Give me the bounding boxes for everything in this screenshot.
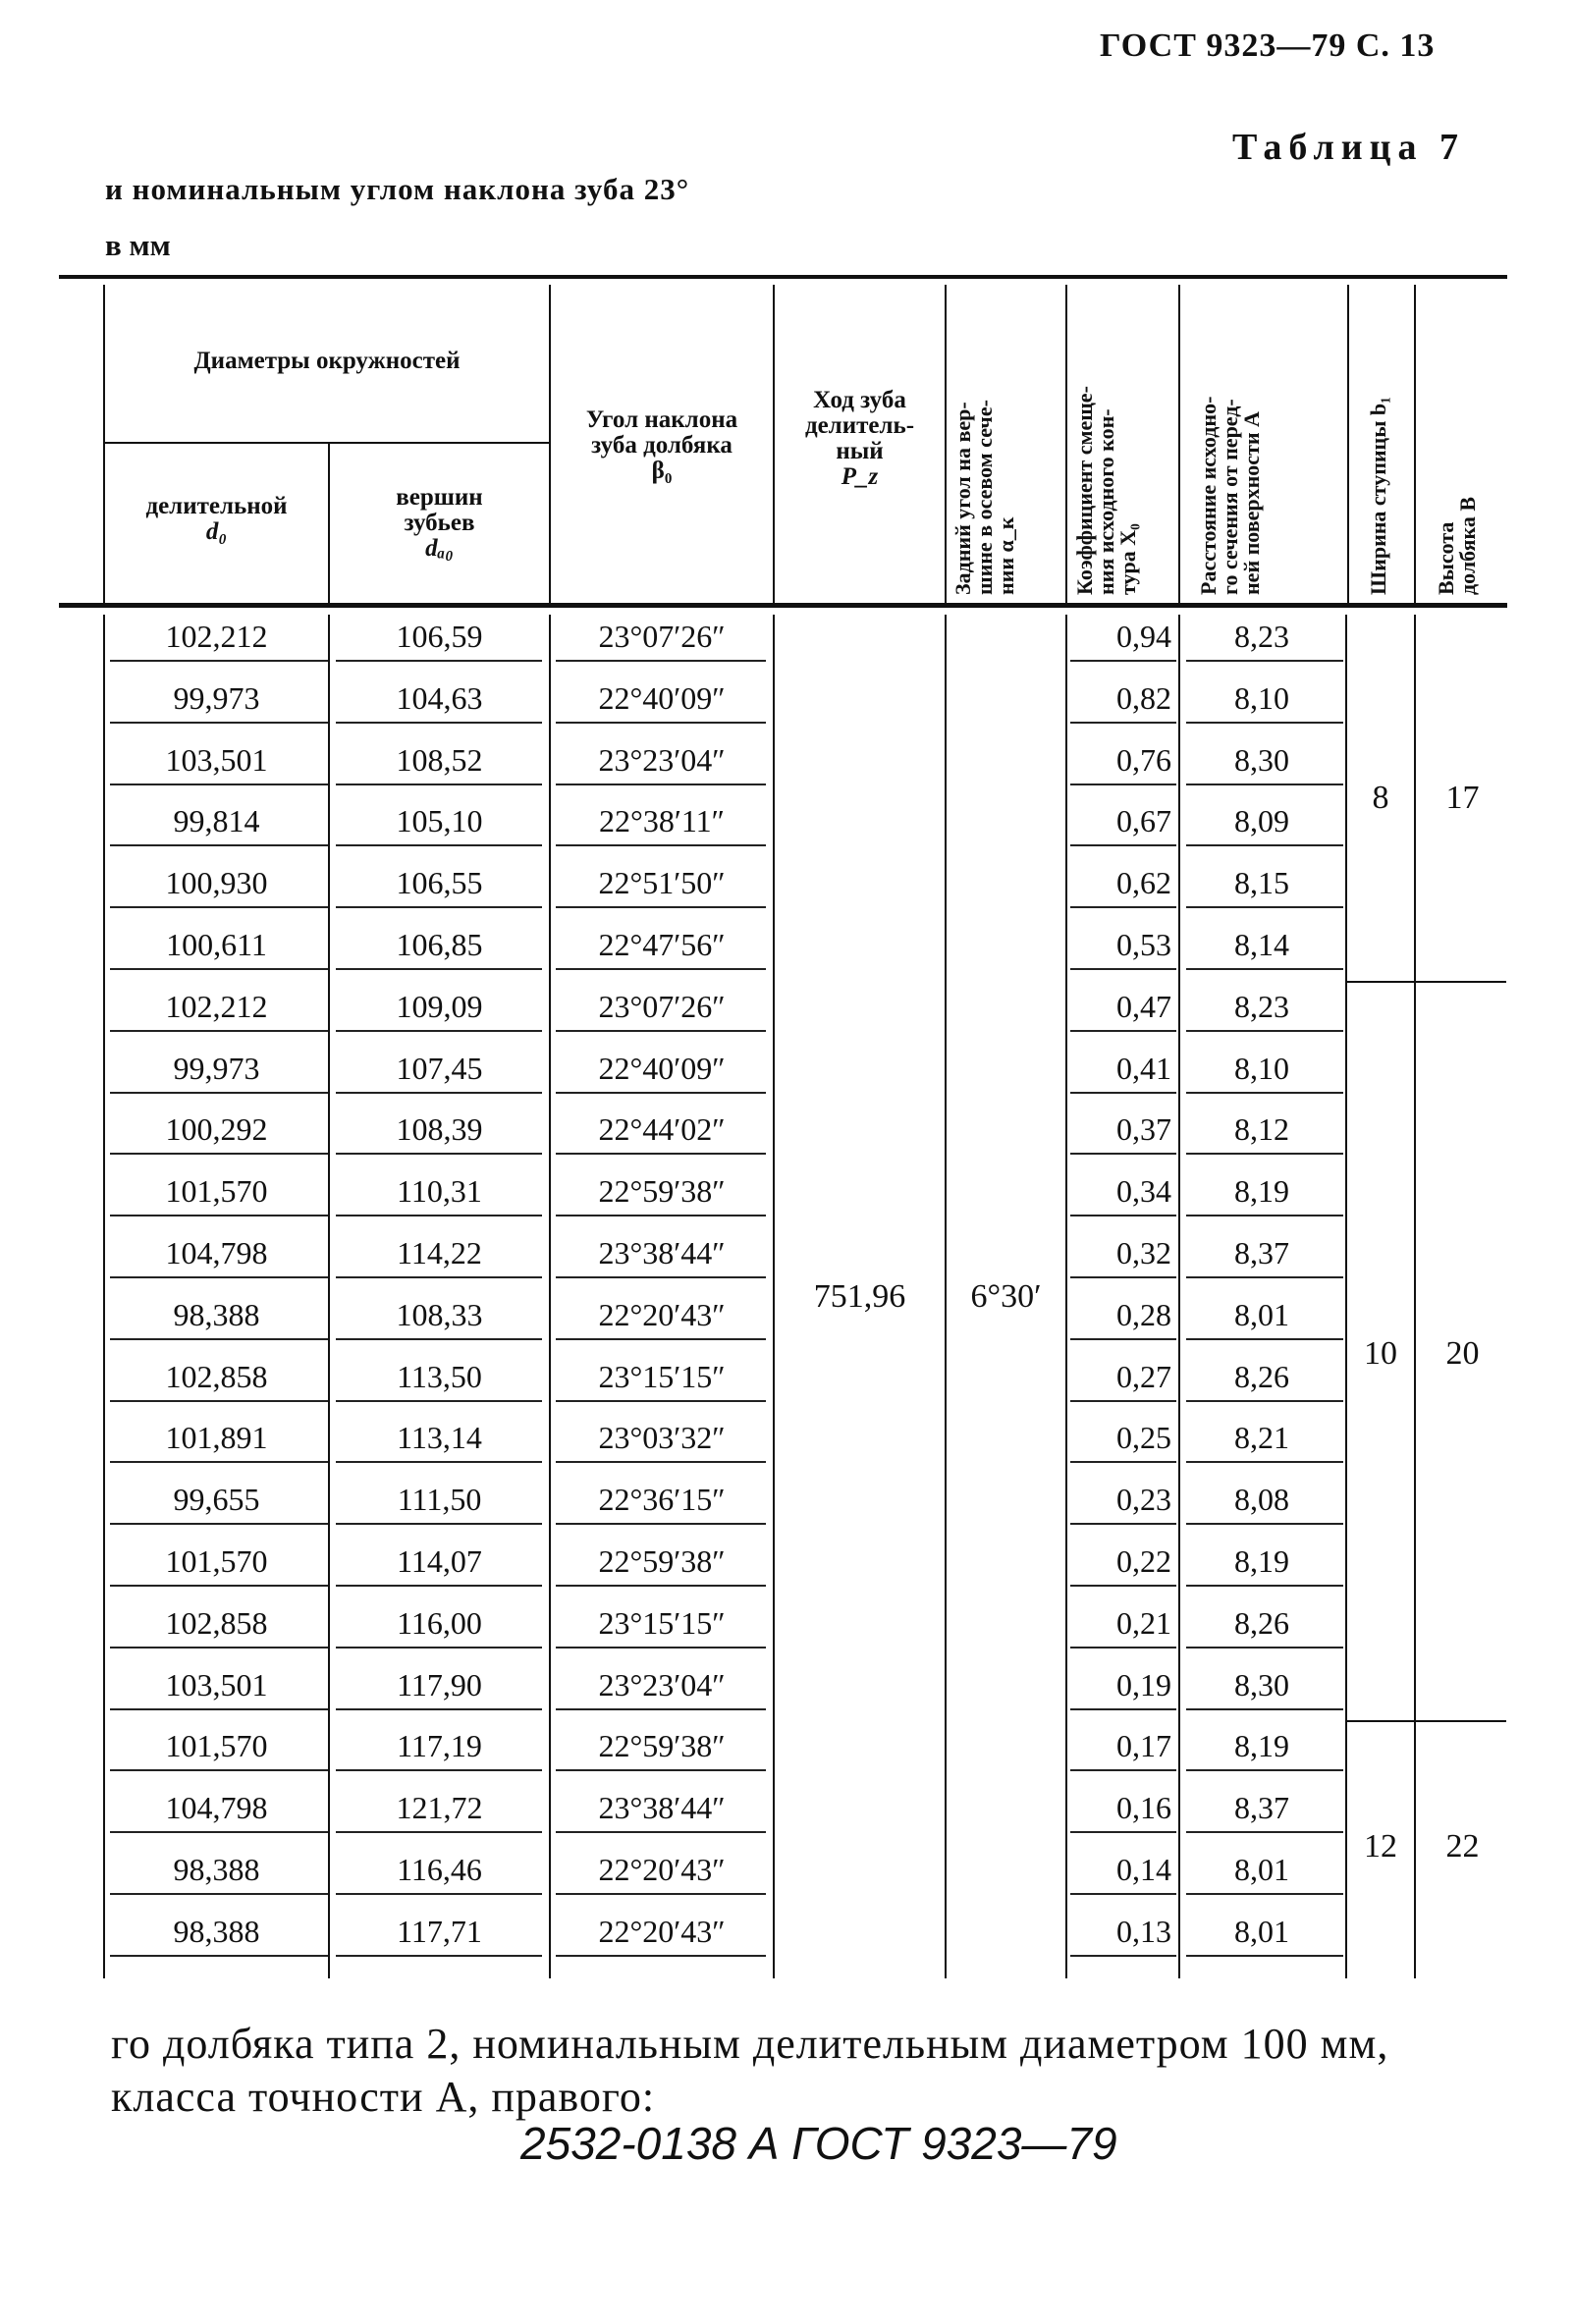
row-underline	[336, 1831, 542, 1833]
row-underline	[556, 1647, 766, 1648]
row-underline	[1186, 1153, 1343, 1155]
row-underline	[1070, 1215, 1176, 1216]
row-underline	[1186, 1955, 1343, 1957]
body-border-4	[945, 615, 947, 1978]
cell-distance: 8,01	[1234, 1913, 1289, 1949]
cell-tip-diameter: 113,14	[397, 1420, 482, 1456]
row-underline	[110, 1769, 328, 1771]
row-underline	[556, 1831, 766, 1833]
cell-pitch-diameter: 99,814	[173, 803, 260, 839]
cell-helix-angle: 23°15′15″	[598, 1604, 726, 1641]
row-underline	[336, 784, 542, 785]
row-underline	[1070, 1153, 1176, 1155]
row-underline	[1186, 1647, 1343, 1648]
row-underline	[1070, 1400, 1176, 1402]
row-underline	[556, 722, 766, 724]
row-underline	[1186, 1461, 1343, 1463]
table-caption-units: в мм	[105, 228, 171, 262]
cell-pitch-diameter: 103,501	[165, 741, 268, 778]
body-text-line2: класса точности А, правого:	[111, 2073, 656, 2121]
header-distance-line1: Расстояние исходно-	[1196, 396, 1221, 595]
row-underline	[556, 1523, 766, 1525]
row-underline	[110, 968, 328, 970]
cell-distance: 8,01	[1234, 1852, 1289, 1887]
row-underline	[110, 1276, 328, 1278]
row-underline	[336, 1647, 542, 1648]
cell-shift-coefficient: 0,21	[1116, 1604, 1171, 1641]
row-underline	[1070, 1461, 1176, 1463]
row-underline	[1070, 844, 1176, 846]
cell-helix-angle: 23°07′26″	[598, 619, 726, 654]
row-underline	[1070, 906, 1176, 908]
row-underline	[1186, 1092, 1343, 1094]
cell-hub-width: 12	[1364, 1828, 1397, 1865]
product-designation: 2532-0138 А ГОСТ 9323—79	[520, 2118, 1117, 2169]
header-tip-diameter-label2: зубьев	[404, 510, 475, 536]
cell-pitch-diameter: 101,570	[165, 1543, 268, 1579]
cell-shift-coefficient: 0,32	[1116, 1235, 1171, 1270]
row-underline	[336, 1585, 542, 1587]
row-underline	[556, 1215, 766, 1216]
row-underline	[1186, 844, 1343, 846]
cell-tip-diameter: 114,07	[397, 1543, 482, 1579]
body-border-6	[1178, 615, 1180, 1978]
cell-pitch-diameter: 98,388	[173, 1852, 260, 1887]
cell-pitch-diameter: 99,655	[173, 1482, 260, 1518]
row-underline	[1070, 1831, 1176, 1833]
header-lead-label2: делитель-	[804, 412, 915, 439]
row-underline	[1186, 1585, 1343, 1587]
row-underline	[110, 1893, 328, 1895]
cell-tip-diameter: 105,10	[396, 803, 483, 839]
body-border-2	[549, 615, 551, 1978]
row-underline	[1186, 722, 1343, 724]
row-underline	[336, 722, 542, 724]
row-underline	[556, 1893, 766, 1895]
row-underline	[110, 906, 328, 908]
row-underline	[1186, 1030, 1343, 1032]
row-underline	[336, 1400, 542, 1402]
cell-shift-coefficient: 0,76	[1116, 741, 1171, 778]
cell-rear-angle-value: 6°30′	[970, 1278, 1042, 1315]
row-underline	[556, 844, 766, 846]
row-underline	[336, 1708, 542, 1710]
cell-distance: 8,37	[1234, 1790, 1289, 1826]
row-underline	[110, 1215, 328, 1216]
row-underline	[1070, 660, 1176, 662]
header-lead-symbol: P_z	[841, 463, 879, 490]
cell-shift-coefficient: 0,82	[1116, 679, 1171, 716]
group-header-divider	[105, 442, 549, 444]
row-underline	[1070, 1769, 1176, 1771]
row-underline	[1070, 1585, 1176, 1587]
cell-helix-angle: 22°59′38″	[598, 1173, 726, 1210]
header-tip-diameter-label: вершин	[396, 484, 483, 511]
row-underline	[1186, 1708, 1343, 1710]
row-underline	[110, 1708, 328, 1710]
cell-pitch-diameter: 103,501	[165, 1666, 268, 1702]
cell-shift-coefficient: 0,23	[1116, 1482, 1171, 1518]
cell-tip-diameter: 116,00	[397, 1604, 482, 1641]
row-underline	[336, 1893, 542, 1895]
cell-pitch-diameter: 101,570	[165, 1173, 268, 1210]
body-border-3	[773, 615, 775, 1978]
row-underline	[1070, 1955, 1176, 1957]
cell-helix-angle: 23°38′44″	[598, 1790, 726, 1826]
row-underline	[1070, 1030, 1176, 1032]
cell-tip-diameter: 111,50	[397, 1482, 482, 1518]
col-border-0	[103, 285, 105, 607]
row-underline	[1070, 1338, 1176, 1340]
row-underline	[556, 1461, 766, 1463]
row-underline	[110, 1955, 328, 1957]
cell-tip-diameter: 117,90	[397, 1666, 482, 1702]
row-underline	[110, 1030, 328, 1032]
row-underline	[1186, 1769, 1343, 1771]
cell-shift-coefficient: 0,17	[1116, 1728, 1171, 1764]
cell-shift-coefficient: 0,34	[1116, 1173, 1171, 1210]
row-underline	[1186, 968, 1343, 970]
cell-distance: 8,19	[1234, 1173, 1289, 1210]
row-underline	[110, 1338, 328, 1340]
cell-helix-angle: 23°03′32″	[598, 1420, 726, 1456]
header-shift-line3: тура X₀	[1115, 523, 1140, 595]
cell-shift-coefficient: 0,19	[1116, 1666, 1171, 1702]
row-underline	[336, 1338, 542, 1340]
header-rear-angle-line2: шине в осевом сече-	[972, 400, 997, 595]
header-hub-width-label: Ширина ступицы b₁	[1366, 397, 1390, 595]
row-underline	[336, 906, 542, 908]
row-underline	[1186, 1893, 1343, 1895]
row-underline	[556, 968, 766, 970]
cell-shift-coefficient: 0,16	[1116, 1790, 1171, 1826]
cell-tip-diameter: 107,45	[396, 1050, 483, 1086]
cell-shift-coefficient: 0,37	[1116, 1111, 1171, 1148]
row-underline	[556, 1585, 766, 1587]
row-underline	[336, 1030, 542, 1032]
cell-pitch-diameter: 102,212	[165, 619, 268, 654]
row-underline	[110, 1092, 328, 1094]
cell-hub-width: 8	[1372, 780, 1389, 817]
row-underline	[336, 1276, 542, 1278]
cell-distance: 8,21	[1234, 1420, 1289, 1456]
table-label: Таблица 7	[1232, 127, 1466, 168]
row-underline	[1070, 968, 1176, 970]
cell-tip-diameter: 117,19	[397, 1728, 482, 1764]
cell-helix-angle: 22°20′43″	[598, 1852, 726, 1887]
cell-distance: 8,30	[1234, 741, 1289, 778]
cell-distance: 8,15	[1234, 865, 1289, 901]
cell-tip-diameter: 117,71	[397, 1913, 482, 1949]
cell-shift-coefficient: 0,94	[1116, 619, 1171, 654]
header-pitch-diameter-symbol: d₀	[205, 518, 228, 545]
cell-pitch-diameter: 100,930	[165, 865, 268, 901]
table-caption-line1: и номинальным углом наклона зуба 23°	[105, 172, 690, 206]
cell-shift-coefficient: 0,22	[1116, 1543, 1171, 1579]
col-border-5	[1065, 285, 1067, 607]
cell-distance: 8,23	[1234, 988, 1289, 1024]
col-border-4	[945, 285, 947, 607]
group-separator	[1416, 1720, 1506, 1722]
cell-helix-angle: 22°20′43″	[598, 1913, 726, 1949]
row-underline	[556, 784, 766, 785]
cell-helix-angle: 23°23′04″	[598, 741, 726, 778]
body-text-line1: го долбяка типа 2, номинальным делительным диаметром 100 мм,	[111, 2020, 1389, 2068]
cell-helix-angle: 22°20′43″	[598, 1296, 726, 1332]
row-underline	[556, 1400, 766, 1402]
row-underline	[1186, 1831, 1343, 1833]
cell-cutter-height: 20	[1445, 1334, 1480, 1372]
cell-distance: 8,23	[1234, 619, 1289, 654]
cell-pitch-diameter: 98,388	[173, 1296, 260, 1332]
cell-cutter-height: 22	[1445, 1828, 1480, 1865]
col-border-7	[1347, 285, 1349, 607]
row-underline	[336, 660, 542, 662]
row-underline	[556, 1338, 766, 1340]
cell-helix-angle: 22°40′09″	[598, 679, 726, 716]
cell-shift-coefficient: 0,28	[1116, 1296, 1171, 1332]
cell-helix-angle: 23°23′04″	[598, 1666, 726, 1702]
cell-pitch-diameter: 101,570	[165, 1728, 268, 1764]
col-border-8	[1414, 285, 1416, 607]
header-pitch-diameter-label: делительной	[145, 493, 288, 519]
row-underline	[1070, 1523, 1176, 1525]
cell-pitch-diameter: 100,292	[165, 1111, 268, 1148]
row-underline	[556, 1769, 766, 1771]
row-underline	[110, 1647, 328, 1648]
header-helix-angle-symbol: β₀	[651, 458, 673, 484]
cell-shift-coefficient: 0,41	[1116, 1050, 1171, 1086]
row-underline	[1186, 1276, 1343, 1278]
row-underline	[110, 784, 328, 785]
group-separator	[1347, 981, 1414, 983]
row-underline	[336, 968, 542, 970]
cell-tip-diameter: 116,46	[397, 1852, 482, 1887]
row-underline	[336, 1461, 542, 1463]
cell-distance: 8,09	[1234, 803, 1289, 839]
cell-pitch-diameter: 104,798	[165, 1790, 268, 1826]
row-underline	[1186, 1400, 1343, 1402]
cell-helix-angle: 23°38′44″	[598, 1235, 726, 1270]
header-distance-line3: ней поверхности A	[1239, 411, 1264, 595]
cell-pitch-diameter: 99,973	[173, 679, 260, 716]
cell-helix-angle: 23°15′15″	[598, 1358, 726, 1394]
table-top-rule	[59, 275, 1507, 279]
cell-hub-width: 10	[1364, 1334, 1397, 1372]
row-underline	[556, 660, 766, 662]
row-underline	[1186, 1338, 1343, 1340]
header-helix-angle-label: Угол наклона	[585, 406, 738, 433]
cell-distance: 8,30	[1234, 1666, 1289, 1702]
header-rear-angle-line1: Задний угол на вер-	[950, 402, 975, 595]
row-underline	[110, 1831, 328, 1833]
row-underline	[1070, 1893, 1176, 1895]
cell-pitch-diameter: 100,611	[166, 927, 267, 962]
cell-helix-angle: 22°59′38″	[598, 1728, 726, 1764]
cell-distance: 8,01	[1234, 1296, 1289, 1332]
cell-helix-angle: 22°44′02″	[598, 1111, 726, 1148]
row-underline	[1186, 1215, 1343, 1216]
cell-helix-angle: 22°38′11″	[599, 803, 725, 839]
cell-distance: 8,19	[1234, 1543, 1289, 1579]
row-underline	[110, 1400, 328, 1402]
row-underline	[336, 1955, 542, 1957]
cell-cutter-height: 17	[1445, 780, 1480, 817]
group-separator	[1347, 1720, 1414, 1722]
row-underline	[1070, 1092, 1176, 1094]
row-underline	[110, 660, 328, 662]
cell-helix-angle: 22°51′50″	[598, 865, 726, 901]
cell-helix-angle: 22°40′09″	[598, 1050, 726, 1086]
cell-tip-diameter: 109,09	[396, 988, 483, 1024]
header-cutter-height-label: Высота долбяка B	[1434, 496, 1480, 595]
cell-tip-diameter: 110,31	[397, 1173, 482, 1210]
row-underline	[556, 1030, 766, 1032]
header-diameters-group: Диаметры окружностей	[193, 348, 461, 374]
header-shift-line2: ния исходного кон-	[1094, 408, 1118, 595]
cell-shift-coefficient: 0,53	[1116, 927, 1171, 962]
row-underline	[1186, 784, 1343, 785]
cell-pitch-diameter: 98,388	[173, 1913, 260, 1949]
cell-shift-coefficient: 0,47	[1116, 988, 1171, 1024]
row-underline	[336, 844, 542, 846]
cell-pitch-diameter: 101,891	[165, 1420, 268, 1456]
row-underline	[1186, 660, 1343, 662]
header-lead	[775, 388, 945, 490]
cell-pitch-diameter: 102,212	[165, 988, 268, 1024]
header-tip-diameter-symbol: dₐ₀	[425, 535, 454, 562]
row-underline	[336, 1769, 542, 1771]
cell-pitch-diameter: 99,973	[173, 1050, 260, 1086]
cell-pitch-diameter: 102,858	[165, 1604, 268, 1641]
row-underline	[110, 844, 328, 846]
cell-distance: 8,26	[1234, 1358, 1289, 1394]
row-underline	[1070, 1708, 1176, 1710]
row-underline	[336, 1153, 542, 1155]
header-pitch-diameter	[105, 494, 328, 545]
row-underline	[336, 1215, 542, 1216]
cell-shift-coefficient: 0,14	[1116, 1852, 1171, 1887]
row-underline	[1070, 722, 1176, 724]
cell-tip-diameter: 114,22	[397, 1235, 482, 1270]
row-underline	[556, 1276, 766, 1278]
cell-tip-diameter: 113,50	[397, 1358, 482, 1394]
cell-helix-angle: 22°59′38″	[598, 1543, 726, 1579]
row-underline	[110, 722, 328, 724]
cell-helix-angle: 23°07′26″	[598, 988, 726, 1024]
cell-pitch-diameter: 102,858	[165, 1358, 268, 1394]
row-underline	[556, 1708, 766, 1710]
cell-distance: 8,10	[1234, 679, 1289, 716]
page-header: ГОСТ 9323—79 С. 13	[1100, 27, 1436, 64]
header-rear-angle-line3: нии α_к	[994, 516, 1018, 595]
cell-tip-diameter: 108,39	[396, 1111, 483, 1148]
cell-distance: 8,19	[1234, 1728, 1289, 1764]
cell-tip-diameter: 121,72	[396, 1790, 483, 1826]
cell-shift-coefficient: 0,13	[1116, 1913, 1171, 1949]
header-cutter-height	[1434, 496, 1574, 638]
row-underline	[110, 1153, 328, 1155]
cell-tip-diameter: 108,52	[396, 741, 483, 778]
body-border-5	[1065, 615, 1067, 1978]
row-underline	[110, 1585, 328, 1587]
row-underline	[110, 1523, 328, 1525]
row-underline	[336, 1523, 542, 1525]
header-lead-label3: ный	[836, 438, 884, 464]
cell-tip-diameter: 106,55	[396, 865, 483, 901]
cell-tip-diameter: 106,59	[396, 619, 483, 654]
cell-distance: 8,12	[1234, 1111, 1289, 1148]
header-helix-angle	[551, 407, 773, 484]
body-border-8	[1414, 615, 1416, 1978]
header-distance-line2: го сечения от перед-	[1218, 399, 1242, 595]
row-underline	[556, 1153, 766, 1155]
col-border-6	[1178, 285, 1180, 607]
cell-pitch-diameter: 104,798	[165, 1235, 268, 1270]
header-helix-angle-label2: зуба долбяка	[591, 432, 733, 459]
cell-tip-diameter: 104,63	[396, 679, 483, 716]
cell-distance: 8,08	[1234, 1482, 1289, 1518]
row-underline	[556, 1092, 766, 1094]
row-underline	[1070, 784, 1176, 785]
cell-shift-coefficient: 0,27	[1116, 1358, 1171, 1394]
row-underline	[1186, 1523, 1343, 1525]
row-underline	[336, 1092, 542, 1094]
row-underline	[1186, 906, 1343, 908]
header-tip-diameter	[330, 485, 549, 562]
header-lead-label: Ход зуба	[813, 387, 906, 413]
cell-shift-coefficient: 0,62	[1116, 865, 1171, 901]
body-border-0	[103, 615, 105, 1978]
cell-shift-coefficient: 0,67	[1116, 803, 1171, 839]
cell-distance: 8,14	[1234, 927, 1289, 962]
row-underline	[556, 906, 766, 908]
cell-lead-value: 751,96	[813, 1278, 906, 1315]
cell-distance: 8,10	[1234, 1050, 1289, 1086]
cell-helix-angle: 22°47′56″	[598, 927, 726, 962]
cell-tip-diameter: 106,85	[396, 927, 483, 962]
group-separator	[1416, 981, 1506, 983]
row-underline	[1070, 1276, 1176, 1278]
cell-helix-angle: 22°36′15″	[598, 1482, 726, 1518]
cell-distance: 8,37	[1234, 1235, 1289, 1270]
cell-tip-diameter: 108,33	[396, 1296, 483, 1332]
cell-distance: 8,26	[1234, 1604, 1289, 1641]
body-border-7	[1345, 615, 1347, 1978]
row-underline	[1070, 1647, 1176, 1648]
row-underline	[556, 1955, 766, 1957]
row-underline	[110, 1461, 328, 1463]
body-border-1	[328, 615, 330, 1978]
header-shift-line1: Коэффициент смеще-	[1072, 386, 1097, 595]
cell-shift-coefficient: 0,25	[1116, 1420, 1171, 1456]
